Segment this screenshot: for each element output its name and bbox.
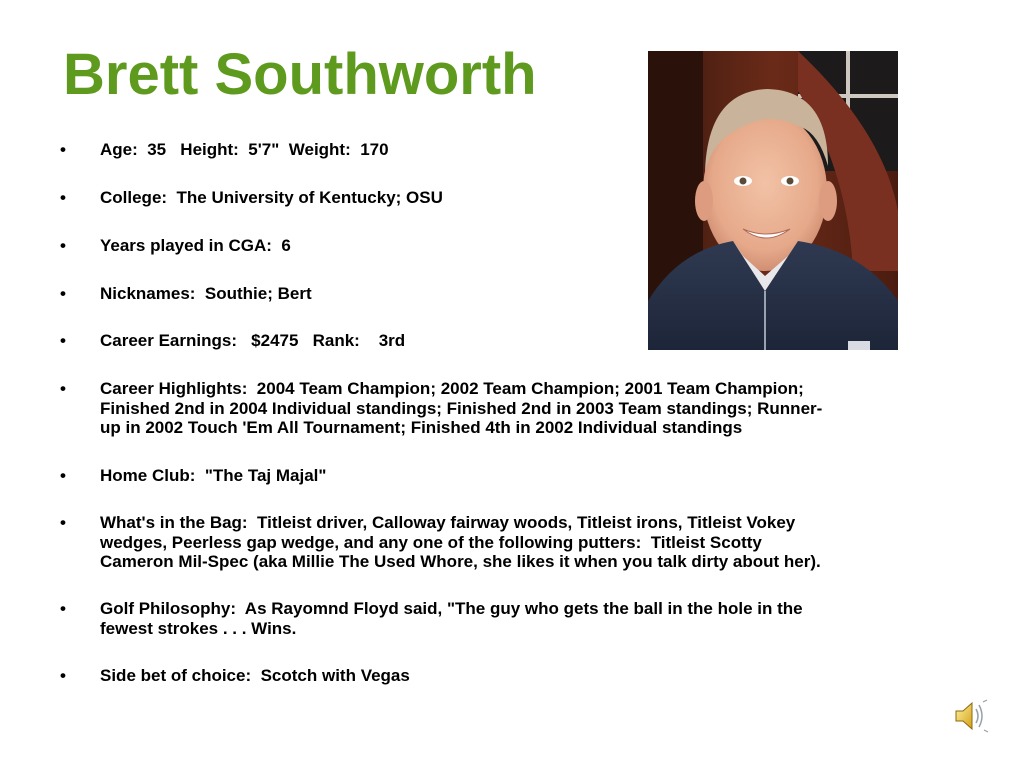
portrait-photo xyxy=(648,51,898,350)
bullet-text: Side bet of choice: Scotch with Vegas xyxy=(100,666,410,685)
slide-title: Brett Southworth xyxy=(63,42,537,107)
bullet-dot: • xyxy=(60,513,66,532)
bullet-dot: • xyxy=(60,331,66,350)
bullet-text: Golf Philosophy: As Rayomnd Floyd said, "The guy who gets the ball in the hole in the fewest strokes . . . Wins. xyxy=(100,599,803,638)
bullet-dot: • xyxy=(60,188,66,207)
bullet-text: College: The University of Kentucky; OSU xyxy=(100,188,443,207)
bullet-dot: • xyxy=(60,379,66,398)
bullet-text: Years played in CGA: 6 xyxy=(100,236,291,255)
bullet-dot: • xyxy=(60,284,66,303)
bullet-dot: • xyxy=(60,236,66,255)
bullet-dot: • xyxy=(60,599,66,618)
bullet-text: What's in the Bag: Titleist driver, Calloway fairway woods, Titleist irons, Titleist Vokey wedges, Peerless gap wedge, and any one of the following putters: Titleist Scotty Cameron Mil-Spec (aka Millie The Used Whore, she likes it when you talk dirty about her). xyxy=(100,513,821,571)
speaker-icon[interactable] xyxy=(953,699,989,733)
bullet-text: Home Club: "The Taj Majal" xyxy=(100,466,327,485)
bullet-dot: • xyxy=(60,466,66,485)
bullet-text: Career Earnings: $2475 Rank: 3rd xyxy=(100,331,406,350)
bullet-dot: • xyxy=(60,666,66,685)
bullet-dot: • xyxy=(60,140,66,159)
bullet-text: Age: 35 Height: 5'7" Weight: 170 xyxy=(100,140,389,159)
bullet-text: Nicknames: Southie; Bert xyxy=(100,284,312,303)
bullet-text: Career Highlights: 2004 Team Champion; 2002 Team Champion; 2001 Team Champion; Finished 2nd in 2004 Individual standings; Finished 2nd in 2003 Team standings; Runner- up in 2002 Touch 'Em All Tournament; Finished 4th in 2002 Individual standings xyxy=(100,379,823,437)
